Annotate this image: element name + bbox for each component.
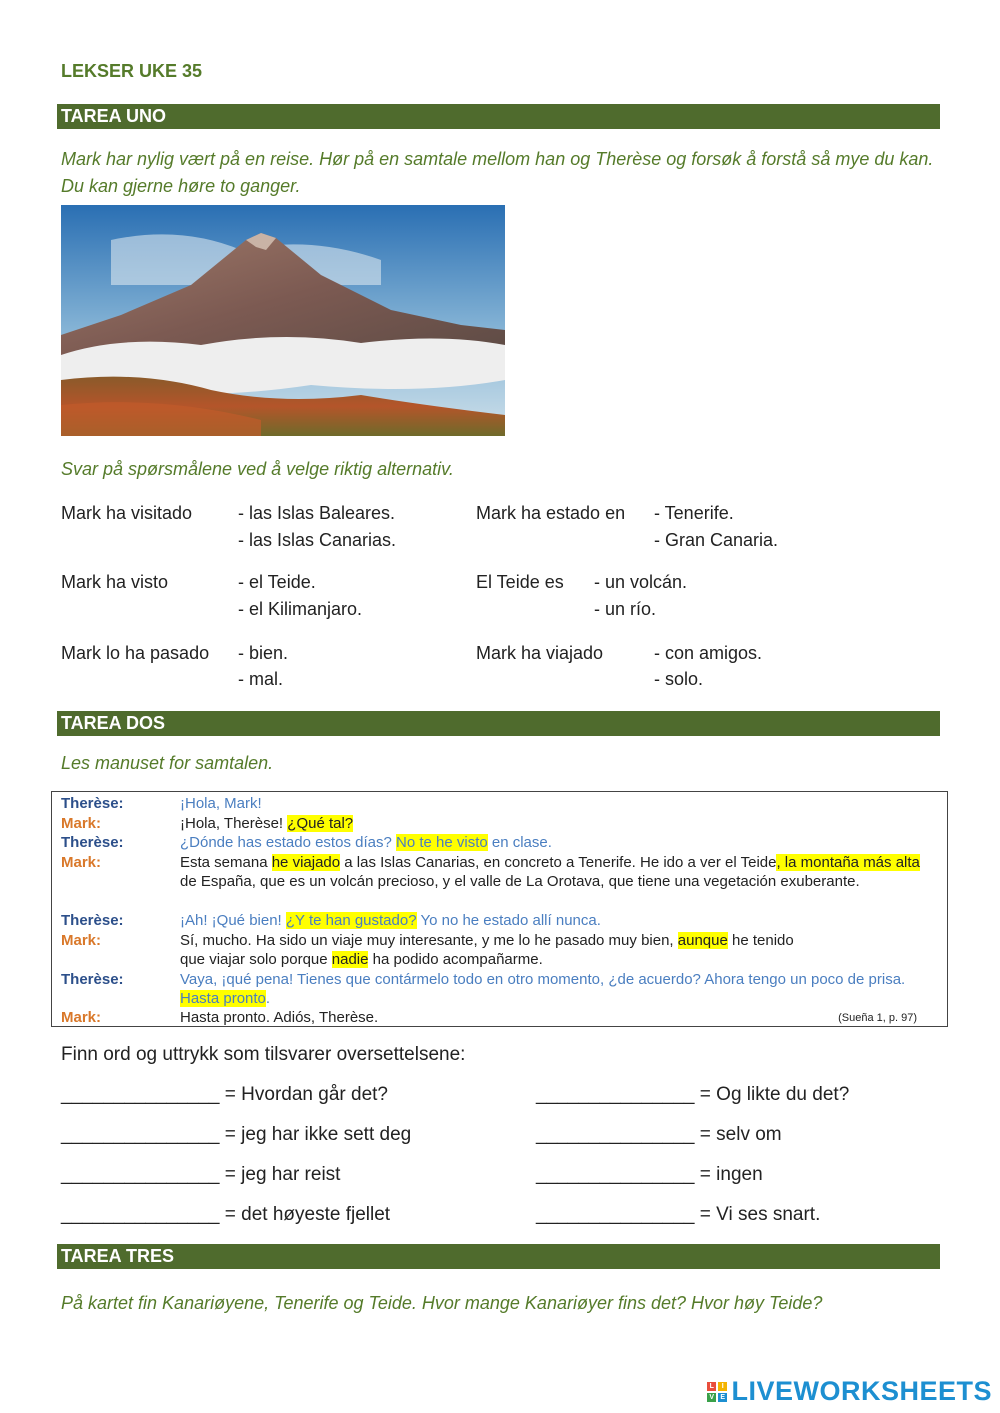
line-text: . (265, 990, 271, 1007)
translation: = ingen (699, 1164, 763, 1185)
highlighted-phrase: nadie (331, 951, 369, 968)
highlighted-phrase: ¿Qué tal? (287, 814, 354, 832)
fill-row (61, 1124, 411, 1146)
option-b[interactable]: - mal. (238, 669, 283, 689)
highlighted-phrase: , la montaña más alta (776, 853, 920, 871)
liveworksheets-logo (707, 1376, 992, 1407)
logo-mark-icon (707, 1382, 727, 1402)
dialogue-box (51, 791, 948, 1027)
option-a[interactable]: - el Teide. (238, 572, 316, 592)
highlighted-phrase: ¿Y te han gustado? (285, 912, 417, 929)
dialogue-line (61, 833, 939, 853)
dialogue-line (61, 1008, 939, 1028)
translation: = Hvordan går det? (224, 1084, 388, 1105)
line-text: Vaya, ¡qué pena! Tienes que contármelo todo en otro momento, ¿de acuerdo? Ahora tengo un poco de prisa. (180, 970, 906, 988)
fill-row (536, 1124, 782, 1146)
line-text: Sí, mucho. Ha sido un viaje muy interesante, y me lo he pasado muy bien, (180, 931, 678, 949)
line-text: en clase. (487, 834, 552, 851)
line-text: ¿Dónde has estado estos días? (180, 834, 396, 851)
option-a[interactable]: - Tenerife. (654, 503, 734, 523)
question-teide (476, 569, 876, 621)
speaker-mark: Mark: (61, 853, 102, 871)
fill-row (536, 1204, 820, 1226)
source-citation: (Sueña 1, p. 97) (838, 1012, 917, 1024)
highlighted-phrase: No te he visto (395, 834, 488, 851)
question-stem: Mark lo ha pasado (61, 643, 210, 663)
find-words-instructions: Finn ord og uttrykk som tilsvarer oversettelsene: (61, 1044, 466, 1065)
translation: = jeg har ikke sett deg (224, 1124, 412, 1145)
speaker-mark: Mark: (61, 931, 102, 949)
translation: = Vi ses snart. (699, 1204, 821, 1225)
highlighted-phrase: aunque (677, 931, 728, 949)
answer-blank[interactable]: _______________ (536, 1084, 695, 1105)
line-text: he tenido que viajar solo porque (180, 931, 794, 968)
question-stem: Mark ha visto (61, 572, 169, 592)
listening-instructions: Mark har nylig vært på en reise. Hør på en samtale mellom han og Therèse og forsøk å forstå så mye du kan. Du kan gjerne høre to ganger. (61, 149, 934, 196)
fill-row (61, 1204, 390, 1226)
question-stem: El Teide es (476, 572, 564, 592)
dialogue-line (61, 794, 939, 814)
option-a[interactable]: - las Islas Baleares. (238, 503, 396, 523)
question-stem: Mark ha visitado (61, 503, 193, 523)
logo-text: LIVEWORKSHEETS (731, 1376, 992, 1406)
read-script-instructions: Les manuset for samtalen. (61, 753, 274, 773)
highlighted-phrase: he viajado (271, 853, 341, 871)
document-title: LEKSER UKE 35 (61, 61, 203, 81)
line-text: ha podido acompañarme. (368, 951, 543, 968)
answer-blank[interactable]: _______________ (61, 1084, 220, 1105)
section-header-tarea-tres: TAREA TRES (57, 1244, 940, 1269)
answer-blank[interactable]: _______________ (536, 1124, 695, 1145)
dialogue-line (61, 931, 797, 970)
option-a[interactable]: - con amigos. (654, 643, 763, 663)
line-text: Hasta pronto. Adiós, Therèse. (180, 1008, 379, 1026)
line-text: de España, que es un volcán precioso, y el valle de La Orotava, que tiene una vegetación exuberante. (180, 873, 860, 890)
option-b[interactable]: - Gran Canaria. (654, 530, 779, 550)
section-header-tarea-uno: TAREA UNO (57, 104, 940, 129)
speaker-mark: Mark: (61, 1008, 102, 1026)
line-text: ¡Hola, Mark! (180, 795, 262, 812)
line-text: ¡Ah! ¡Qué bien! (180, 912, 286, 929)
fill-row (536, 1084, 849, 1106)
translation: = Og likte du det? (699, 1084, 850, 1105)
map-instructions: På kartet fin Kanariøyene, Tenerife og Teide. Hvor mange Kanariøyer fins det? Hvor høy Teide? (61, 1293, 823, 1313)
speaker-therese: Therèse: (61, 912, 124, 929)
question-estado (476, 500, 876, 552)
translation: = selv om (699, 1124, 782, 1145)
logo-letter: L (707, 1382, 716, 1391)
speaker-mark: Mark: (61, 814, 102, 832)
speaker-therese: Therèse: (61, 834, 124, 851)
logo-letter: E (720, 1393, 726, 1401)
question-visitado (61, 500, 461, 552)
option-b[interactable]: - el Kilimanjaro. (238, 599, 363, 619)
answer-blank[interactable]: _______________ (61, 1204, 220, 1225)
teide-volcano-photo (61, 205, 505, 436)
option-a[interactable]: - bien. (238, 643, 289, 663)
option-b[interactable]: - solo. (654, 669, 704, 689)
dialogue-line (61, 970, 939, 1009)
answer-instructions: Svar på spørsmålene ved å velge riktig alternativ. (61, 459, 454, 479)
line-text: Esta semana (180, 853, 272, 871)
fill-row (536, 1164, 763, 1186)
dialogue-line (61, 814, 939, 834)
answer-blank[interactable]: _______________ (536, 1164, 695, 1185)
line-text: Yo no he estado allí nunca. (416, 912, 601, 929)
translation: = jeg har reist (224, 1164, 341, 1185)
speaker-therese: Therèse: (61, 970, 124, 988)
logo-letter: I (718, 1382, 727, 1391)
question-stem: Mark ha viajado (476, 643, 604, 663)
translation: = det høyeste fjellet (224, 1204, 391, 1225)
line-text: a las Islas Canarias, en concreto a Tenerife. He ido a ver el Teide (340, 853, 777, 871)
fill-row (61, 1164, 340, 1186)
fill-row (61, 1084, 388, 1106)
option-b[interactable]: - las Islas Canarias. (238, 530, 397, 550)
dialogue-line (61, 853, 939, 892)
line-text: ¡Hola, Therèse! (180, 814, 288, 832)
answer-blank[interactable]: _______________ (61, 1124, 220, 1145)
section-header-tarea-dos: TAREA DOS (57, 711, 940, 736)
question-stem: Mark ha estado en (476, 503, 626, 523)
question-visto (61, 569, 461, 621)
answer-blank[interactable]: _______________ (536, 1204, 695, 1225)
dialogue-line (61, 911, 939, 931)
logo-letter: V (709, 1393, 715, 1401)
highlighted-phrase: Hasta pronto (180, 990, 266, 1007)
option-b[interactable]: - un río. (594, 599, 657, 619)
question-pasado (61, 640, 461, 692)
speaker-therese: Therèse: (61, 795, 124, 812)
option-a[interactable]: - un volcán. (594, 572, 688, 592)
answer-blank[interactable]: _______________ (61, 1164, 220, 1185)
question-viajado (476, 640, 876, 692)
